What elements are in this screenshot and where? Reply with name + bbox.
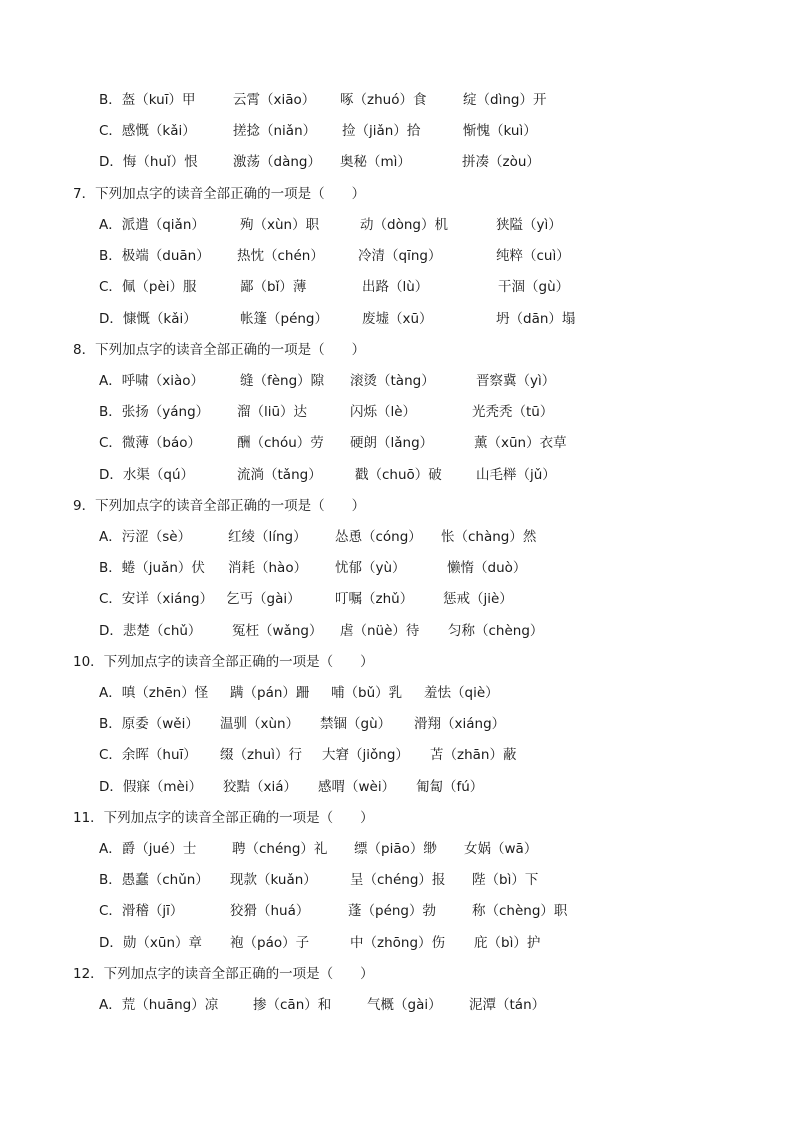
option-item: C．安详（xiáng） <box>99 591 214 607</box>
option-item: 称（chèng）职 <box>472 903 568 919</box>
option-item: 出路（lù） <box>362 279 429 295</box>
option-item: 缀（zhuì）行 <box>220 747 302 763</box>
option-item: 闪烁（lè） <box>350 404 417 420</box>
option-item: 云霄（xiāo） <box>233 92 316 108</box>
option-item: D．慷慨（kǎi） <box>99 311 197 327</box>
option-item: D．悔（huǐ）恨 <box>99 154 198 170</box>
option-item: 呈（chéng）报 <box>350 872 446 888</box>
option-item: 冷清（qīng） <box>358 248 442 264</box>
option-item: 聘（chéng）礼 <box>232 841 328 857</box>
option-item: 搓捻（niǎn） <box>233 123 317 139</box>
option-item: 袍（páo）子 <box>230 935 310 951</box>
option-item: 鄙（bǐ）薄 <box>240 279 307 295</box>
option-item: 蓬（péng）勃 <box>348 903 437 919</box>
option-item: B．张扬（yáng） <box>99 404 210 420</box>
option-item: C．微薄（báo） <box>99 435 202 451</box>
option-item: 怅（chàng）然 <box>441 529 537 545</box>
option-item: 狭隘（yì） <box>496 217 562 233</box>
option-item: C．滑稽（jī） <box>99 903 184 919</box>
option-item: 冤枉（wǎng） <box>232 623 323 639</box>
option-item: 晋察冀（yì） <box>476 373 556 389</box>
option-item: 羞怯（qiè） <box>424 685 499 701</box>
option-item: 陛（bì）下 <box>472 872 539 888</box>
option-item: 滑翔（xiáng） <box>414 716 506 732</box>
option-item: 山毛榉（jǔ） <box>476 467 556 483</box>
option-item: 匀称（chèng） <box>448 623 544 639</box>
option-item: 狡黠（xiá） <box>223 779 298 795</box>
option-item: 坍（dān）塌 <box>496 311 576 327</box>
option-item: 感喟（wèi） <box>318 779 396 795</box>
option-item: 现款（kuǎn） <box>230 872 317 888</box>
option-item: 消耗（hào） <box>228 560 308 576</box>
option-item: A．嗔（zhēn）怪 <box>99 685 209 701</box>
option-item: 光秃秃（tū） <box>472 404 554 420</box>
option-item: B．盔（kuī）甲 <box>99 92 196 108</box>
question-stem: 8．下列加点字的读音全部正确的一项是（ ） <box>73 342 366 358</box>
option-item: 流淌（tǎng） <box>237 467 322 483</box>
option-item: 庇（bì）护 <box>474 935 541 951</box>
option-item: 气概（gài） <box>367 997 442 1013</box>
option-item: 硬朗（lǎng） <box>350 435 434 451</box>
option-item: 缥（piāo）缈 <box>354 841 437 857</box>
option-item: D．水渠（qú） <box>99 467 195 483</box>
option-item: 纯粹（cuì） <box>496 248 570 264</box>
option-item: 忧郁（yù） <box>335 560 406 576</box>
option-item: 废墟（xū） <box>362 311 433 327</box>
option-item: 苫（zhān）蔽 <box>430 747 517 763</box>
question-stem: 9．下列加点字的读音全部正确的一项是（ ） <box>73 498 366 514</box>
option-item: 绽（dìng）开 <box>463 92 547 108</box>
option-item: 激荡（dàng） <box>233 154 321 170</box>
option-item: 薰（xūn）衣草 <box>474 435 567 451</box>
option-item: 戳（chuō）破 <box>355 467 442 483</box>
option-item: 惭愧（kuì） <box>463 123 537 139</box>
option-item: D．悲楚（chǔ） <box>99 623 202 639</box>
option-item: 匍匐（fú） <box>416 779 484 795</box>
option-item: 虐（nüè）待 <box>340 623 420 639</box>
option-item: 哺（bǔ）乳 <box>331 685 403 701</box>
option-item: 殉（xùn）职 <box>240 217 320 233</box>
option-item: B．蜷（juǎn）伏 <box>99 560 205 576</box>
option-item: 狡猾（huá） <box>230 903 310 919</box>
option-item: A．爵（jué）士 <box>99 841 197 857</box>
option-item: 掺（cān）和 <box>253 997 332 1013</box>
option-item: 酬（chóu）劳 <box>237 435 324 451</box>
option-item: 热忱（chén） <box>237 248 324 264</box>
option-item: A．派遣（qiǎn） <box>99 217 205 233</box>
option-item: 干涸（gù） <box>498 279 570 295</box>
option-item: 叮嘱（zhǔ） <box>335 591 414 607</box>
option-item: A．荒（huāng）凉 <box>99 997 219 1013</box>
option-item: C．余晖（huī） <box>99 747 197 763</box>
option-item: 动（dòng）机 <box>360 217 448 233</box>
option-item: B．愚蠢（chǔn） <box>99 872 209 888</box>
option-item: 禁锢（gù） <box>320 716 392 732</box>
option-item: 怂恿（cóng） <box>335 529 422 545</box>
option-item: 缝（fèng）隙 <box>240 373 325 389</box>
option-item: 泥潭（tán） <box>469 997 546 1013</box>
option-item: B．原委（wěi） <box>99 716 199 732</box>
option-item: 溜（liū）达 <box>237 404 308 420</box>
question-stem: 12．下列加点字的读音全部正确的一项是（ ） <box>73 966 374 982</box>
option-item: B．极端（duān） <box>99 248 210 264</box>
option-item: 帐篷（péng） <box>240 311 329 327</box>
option-item: 温驯（xùn） <box>220 716 300 732</box>
option-item: 乞丐（gài） <box>226 591 301 607</box>
option-item: 捡（jiǎn）拾 <box>342 123 421 139</box>
option-item: A．呼啸（xiào） <box>99 373 205 389</box>
option-item: 奥秘（mì） <box>340 154 411 170</box>
option-item: D．勋（xūn）章 <box>99 935 202 951</box>
question-stem: 10．下列加点字的读音全部正确的一项是（ ） <box>73 654 374 670</box>
option-item: 拼凑（zòu） <box>462 154 540 170</box>
option-item: 女娲（wā） <box>464 841 538 857</box>
option-item: D．假寐（mèi） <box>99 779 203 795</box>
option-item: 啄（zhuó）食 <box>340 92 427 108</box>
option-item: C．感慨（kǎi） <box>99 123 196 139</box>
option-item: 蹒（pán）跚 <box>230 685 310 701</box>
option-item: 大窘（jiǒng） <box>322 747 409 763</box>
option-item: 懒惰（duò） <box>447 560 527 576</box>
question-stem: 11．下列加点字的读音全部正确的一项是（ ） <box>73 810 374 826</box>
option-item: C．佩（pèi）服 <box>99 279 197 295</box>
option-item: A．污涩（sè） <box>99 529 192 545</box>
option-item: 中（zhōng）伤 <box>350 935 446 951</box>
option-item: 滚烫（tàng） <box>350 373 435 389</box>
option-item: 惩戒（jiè） <box>443 591 513 607</box>
question-stem: 7．下列加点字的读音全部正确的一项是（ ） <box>73 186 366 202</box>
option-item: 红绫（líng） <box>228 529 307 545</box>
